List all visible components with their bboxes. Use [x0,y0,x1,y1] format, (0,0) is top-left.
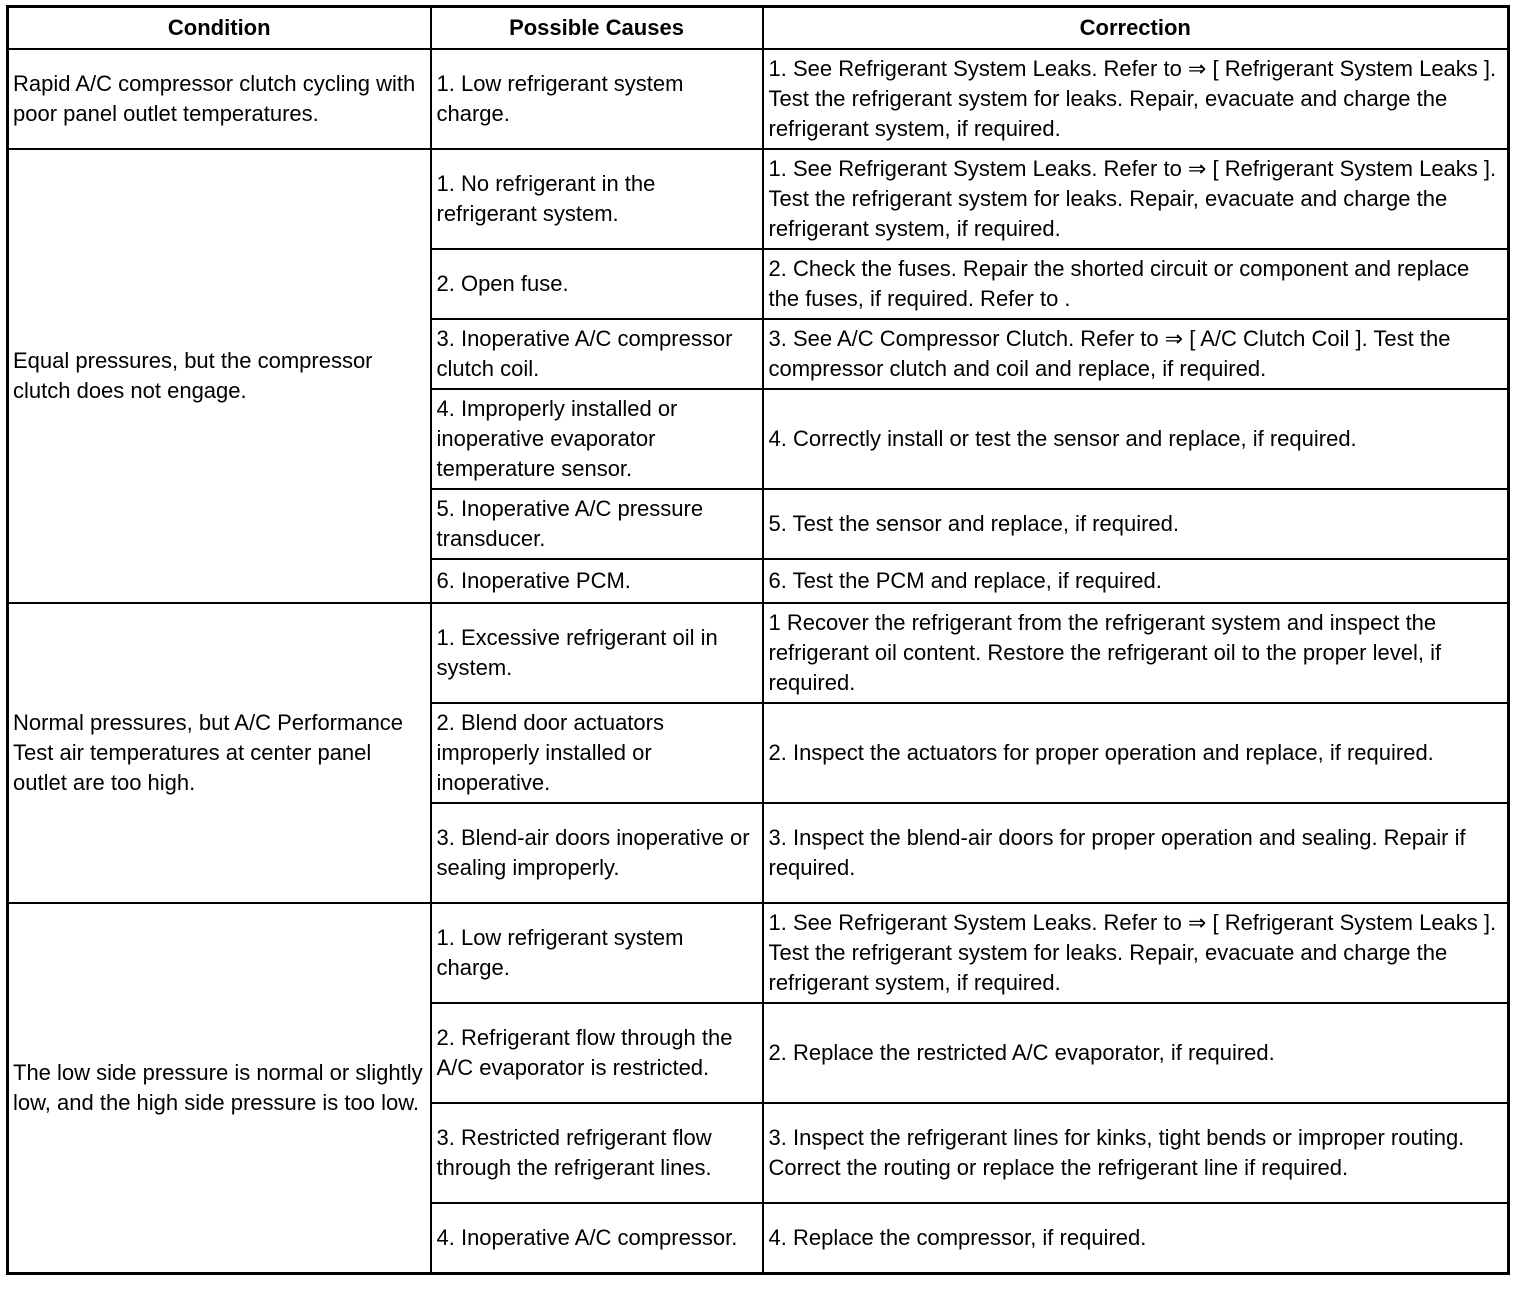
cause-cell: 3. Restricted refrigerant flow through the refrigerant lines. [431,1103,763,1203]
cause-cell: 4. Improperly installed or inoperative evaporator temperature sensor. [431,389,763,489]
correction-cell: 4. Replace the compressor, if required. [763,1203,1509,1274]
header-correction: Correction [763,7,1509,50]
condition-cell: Normal pressures, but A/C Performance Test air temperatures at center panel outlet are too high. [8,603,431,903]
cause-cell: 2. Open fuse. [431,249,763,319]
header-possible-causes: Possible Causes [431,7,763,50]
cause-cell: 1. Excessive refrigerant oil in system. [431,603,763,703]
cause-cell: 1. Low refrigerant system charge. [431,903,763,1003]
cause-cell: 4. Inoperative A/C compressor. [431,1203,763,1274]
correction-cell: 1. See Refrigerant System Leaks. Refer to ⇒ [ Refrigerant System Leaks ]. Test the refrigerant system for leaks. Repair, evacuate and charge the refrigerant system, if required. [763,49,1509,149]
correction-cell: 1 Recover the refrigerant from the refrigerant system and inspect the refrigerant oil content. Restore the refrigerant oil to the proper level, if required. [763,603,1509,703]
correction-cell: 3. Inspect the blend-air doors for proper operation and sealing. Repair if required. [763,803,1509,903]
correction-cell: 1. See Refrigerant System Leaks. Refer to ⇒ [ Refrigerant System Leaks ]. Test the refrigerant system for leaks. Repair, evacuate and charge the refrigerant system, if required. [763,903,1509,1003]
correction-cell: 6. Test the PCM and replace, if required. [763,559,1509,603]
condition-cell: Rapid A/C compressor clutch cycling with poor panel outlet temperatures. [8,49,431,149]
correction-cell: 2. Inspect the actuators for proper operation and replace, if required. [763,703,1509,803]
condition-cell: The low side pressure is normal or slightly low, and the high side pressure is too low. [8,903,431,1274]
correction-cell: 3. Inspect the refrigerant lines for kinks, tight bends or improper routing. Correct the routing or replace the refrigerant line if required. [763,1103,1509,1203]
table-row [8,603,1509,703]
cause-cell: 1. Low refrigerant system charge. [431,49,763,149]
cause-cell: 2. Refrigerant flow through the A/C evaporator is restricted. [431,1003,763,1103]
header-row [8,7,1509,50]
condition-cell: Equal pressures, but the compressor clutch does not engage. [8,149,431,603]
correction-cell: 4. Correctly install or test the sensor and replace, if required. [763,389,1509,489]
correction-cell: 5. Test the sensor and replace, if required. [763,489,1509,559]
correction-cell: 2. Check the fuses. Repair the shorted circuit or component and replace the fuses, if required. Refer to . [763,249,1509,319]
table-row [8,903,1509,1003]
cause-cell: 6. Inoperative PCM. [431,559,763,603]
table-row [8,149,1509,249]
correction-cell: 1. See Refrigerant System Leaks. Refer to ⇒ [ Refrigerant System Leaks ]. Test the refrigerant system for leaks. Repair, evacuate and charge the refrigerant system, if required. [763,149,1509,249]
cause-cell: 5. Inoperative A/C pressure transducer. [431,489,763,559]
cause-cell: 3. Blend-air doors inoperative or sealing improperly. [431,803,763,903]
cause-cell: 3. Inoperative A/C compressor clutch coil. [431,319,763,389]
header-condition: Condition [8,7,431,50]
cause-cell: 1. No refrigerant in the refrigerant system. [431,149,763,249]
diagnosis-table [6,5,1510,1275]
correction-cell: 3. See A/C Compressor Clutch. Refer to ⇒ [ A/C Clutch Coil ]. Test the compressor clutch and coil and replace, if required. [763,319,1509,389]
correction-cell: 2. Replace the restricted A/C evaporator, if required. [763,1003,1509,1103]
table-row [8,49,1509,149]
cause-cell: 2. Blend door actuators improperly installed or inoperative. [431,703,763,803]
